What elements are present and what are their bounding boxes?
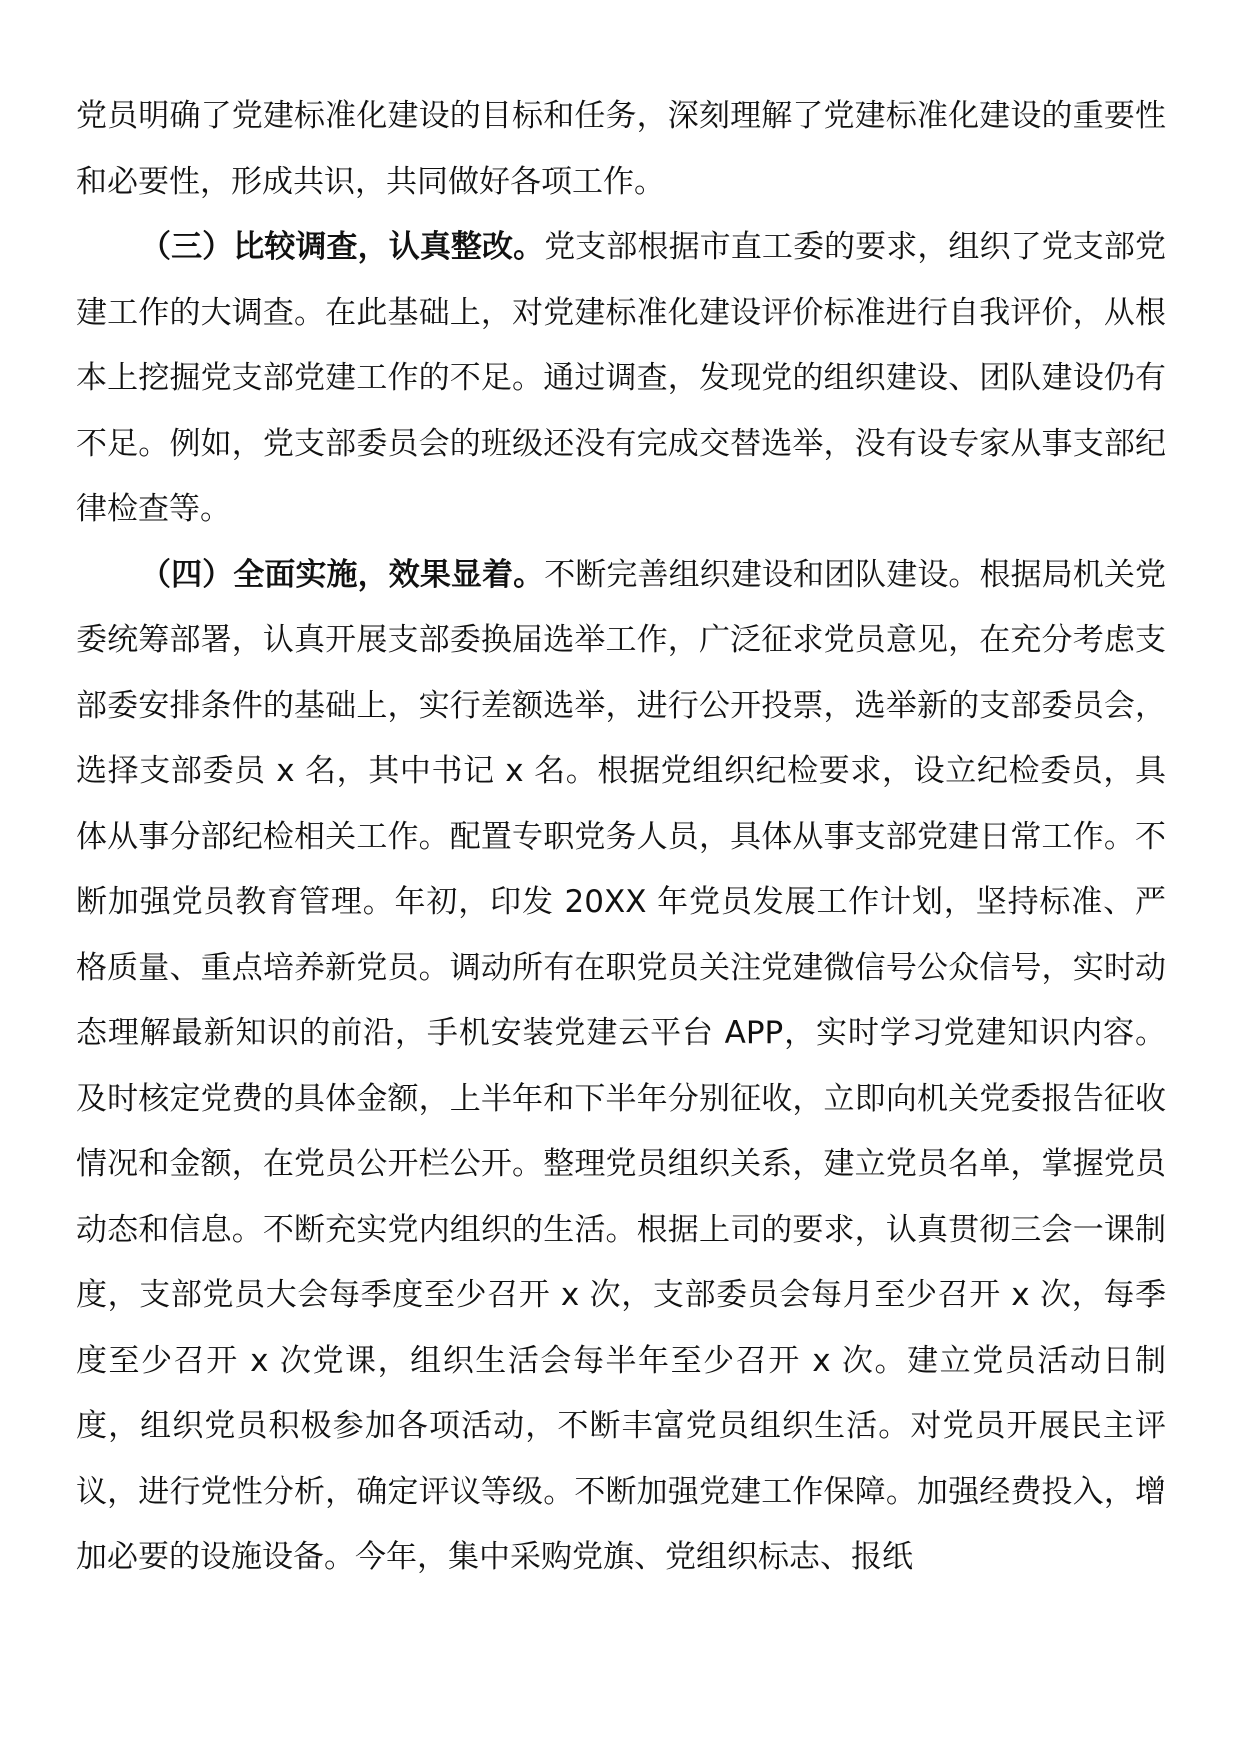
paragraph-section-3 <box>76 215 1166 543</box>
section-4-heading: （四）全面实施，效果显着。 <box>140 556 545 593</box>
document-body <box>76 84 1166 1591</box>
section-3-heading: （三）比较调查，认真整改。 <box>140 229 545 265</box>
section-3-body: 党支部根据市直工委的要求，组织了党支部党建工作的大调查。在此基础上，对党建标准化建设评价标准进行自我评价，从根本上挖掘党支部党建工作的不足。通过调查，发现党的组织建设、团队建设仍有不足。例如，党支部委员会的班级还没有完成交替选举，没有设专家从事支部纪律检查等。 <box>76 229 1166 527</box>
section-4-body: 不断完善组织建设和团队建设。根据局机关党委统筹部署，认真开展支部委换届选举工作，广泛征求党员意见，在充分考虑支部委安排条件的基础上，实行差额选举，进行公开投票，选举新的支部委员会，选择支部委员 x 名，其中书记 x 名。根据党组织纪检要求，设立纪检委员，具体从事分部纪检相关工作。配置专职党务人员，具体从事支部党建日常工作。不断加强党员教育管理。年初，印发 20XX 年党员发展工作计划，坚持标准、严格质量、重点培养新党员。调动所有在职党员关注党建微信号公众信号，实时动态理解最新知识的前沿，手机安装党建云平台 APP，实时学习党建知识内容。及时核定党费的具体金额，上半年和下半年分别征收，立即向机关党委报告征收情况和金额，在党员公开栏公开。整理党员组织关系，建立党员名单，掌握党员动态和信息。不断充实党内组织的生活。根据上司的要求，认真贯彻三会一课制度，支部党员大会每季度至少召开 x 次，支部委员会每月至少召开 x 次，每季度至少召开 x 次党课，组织生活会每半年至少召开 x 次。建立党员活动日制度，组织党员积极参加各项活动，不断丰富党员组织生活。对党员开展民主评议，进行党性分析，确定评议等级。不断加强党建工作保障。加强经费投入，增加必要的设施设备。今年，集中采购党旗、党组织标志、报纸 <box>76 556 1166 1575</box>
paragraph-section-4 <box>76 543 1166 1591</box>
paragraph-continuation: 党员明确了党建标准化建设的目标和任务，深刻理解了党建标准化建设的重要性和必要性，形成共识，共同做好各项工作。 <box>76 98 1166 200</box>
